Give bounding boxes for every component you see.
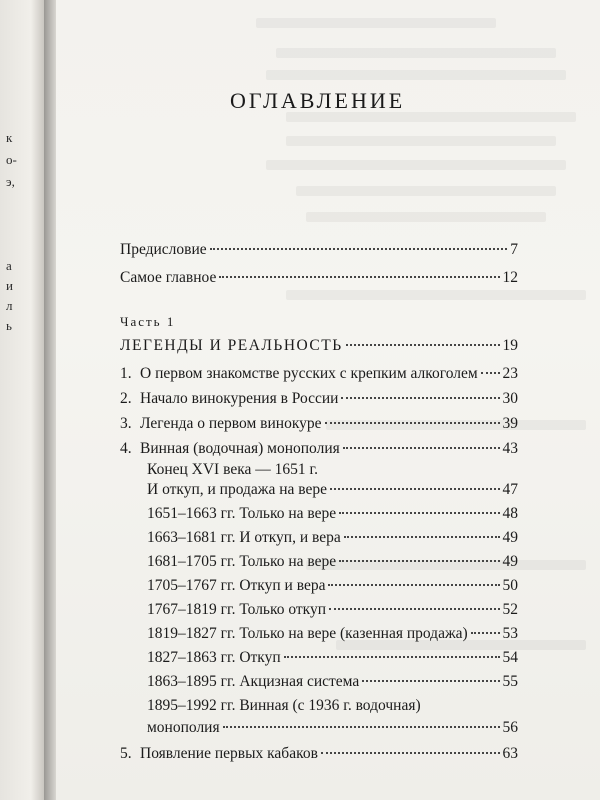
toc-chapter-entry[interactable] <box>120 389 518 409</box>
entry-label: монополия <box>147 719 220 736</box>
toc-chapter-entry[interactable] <box>120 439 518 459</box>
entry-label: О первом знакомстве русских с крепким алкоголем <box>140 365 478 382</box>
page-number: 53 <box>502 625 518 642</box>
toc-subsection-entry[interactable] <box>147 648 518 668</box>
page-number: 23 <box>502 365 518 382</box>
entry-label: 1827–1863 гг. Откуп <box>147 649 281 666</box>
toc-subsection-entry[interactable] <box>147 718 518 738</box>
toc-part-entry[interactable] <box>120 336 518 356</box>
page-number: 49 <box>502 553 518 570</box>
left-page-fragment: а <box>6 258 12 273</box>
dot-leader <box>329 608 499 610</box>
dot-leader <box>284 656 500 658</box>
chapter-number: 2. <box>120 390 132 407</box>
chapter-number: 3. <box>120 415 132 432</box>
toc-entry[interactable] <box>120 240 518 260</box>
page-number: 47 <box>502 481 518 498</box>
dot-leader <box>344 536 500 538</box>
toc-subsection-entry[interactable] <box>147 552 518 572</box>
page-number: 55 <box>502 673 518 690</box>
book-gutter <box>44 0 56 800</box>
dot-leader <box>343 447 500 449</box>
dot-leader <box>481 372 500 374</box>
subsection-heading: 1895–1992 гг. Винная (с 1936 г. водочная) <box>147 697 421 714</box>
toc-entry[interactable] <box>120 268 518 288</box>
entry-label: Начало винокурения в России <box>140 390 339 407</box>
page-number: 12 <box>502 269 518 286</box>
entry-label: 1863–1895 гг. Акцизная система <box>147 673 360 690</box>
entry-label: Предисловие <box>120 241 207 258</box>
page-number: 50 <box>502 577 518 594</box>
entry-label: 1767–1819 гг. Только откуп <box>147 601 327 618</box>
toc-subsection-entry[interactable] <box>147 504 518 524</box>
entry-label: 1663–1681 гг. И откуп, и вера <box>147 529 341 546</box>
entry-label: Появление первых кабаков <box>140 745 318 762</box>
dot-leader <box>346 344 500 346</box>
entry-label: Легенда о первом винокуре <box>140 415 322 432</box>
page-number: 49 <box>502 529 518 546</box>
entry-label: И откуп, и продажа на вере <box>147 481 328 498</box>
dot-leader <box>325 422 500 424</box>
page-number: 39 <box>502 415 518 432</box>
page-number: 19 <box>502 337 518 354</box>
entry-label: Винная (водочная) монополия <box>140 440 340 457</box>
dot-leader <box>471 632 500 634</box>
toc-subsection-entry[interactable] <box>147 576 518 596</box>
part-title: ЛЕГЕНДЫ И РЕАЛЬНОСТЬ <box>120 337 343 354</box>
page-number: 56 <box>502 719 518 736</box>
left-page-fragment: и <box>6 278 13 293</box>
dot-leader <box>341 397 499 399</box>
dot-leader <box>223 726 500 728</box>
chapter-number: 4. <box>120 440 132 457</box>
left-page-fragment: к <box>6 130 13 145</box>
page-number: 63 <box>502 745 518 762</box>
left-page-fragment: о- <box>6 152 17 167</box>
dot-leader <box>210 248 508 250</box>
page-number: 54 <box>502 649 518 666</box>
entry-label: 1705–1767 гг. Откуп и вера <box>147 577 326 594</box>
chapter-number: 1. <box>120 365 132 382</box>
dot-leader <box>328 584 499 586</box>
toc-chapter-entry[interactable] <box>120 744 518 764</box>
page-number: 48 <box>502 505 518 522</box>
toc-subsection-entry[interactable] <box>147 600 518 620</box>
entry-label: 1681–1705 гг. Только на вере <box>147 553 337 570</box>
chapter-number: 5. <box>120 745 132 762</box>
toc-subsection-entry[interactable] <box>147 528 518 548</box>
left-page-edge <box>0 0 44 800</box>
entry-label: 1651–1663 гг. Только на вере <box>147 505 337 522</box>
toc-page <box>56 0 600 800</box>
left-page-fragment: л <box>6 298 13 313</box>
toc-chapter-entry[interactable] <box>120 414 518 434</box>
toc-subsection-entry[interactable] <box>147 672 518 692</box>
part-label: Часть 1 <box>120 314 176 329</box>
toc-subsection-entry[interactable] <box>147 480 518 500</box>
dot-leader <box>330 488 499 490</box>
page-number: 7 <box>510 241 518 258</box>
dot-leader <box>339 512 499 514</box>
page-number: 52 <box>502 601 518 618</box>
page-number: 43 <box>502 440 518 457</box>
left-page-fragment: ь <box>6 318 12 333</box>
dot-leader <box>321 752 500 754</box>
page-number: 30 <box>502 390 518 407</box>
toc-heading: ОГЛАВЛЕНИЕ <box>230 88 406 113</box>
dot-leader <box>219 276 499 278</box>
entry-label: Самое главное <box>120 269 217 286</box>
toc-subsection-entry[interactable] <box>147 624 518 644</box>
dot-leader <box>339 560 499 562</box>
entry-label: 1819–1827 гг. Только на вере (казенная продажа) <box>147 625 468 642</box>
dot-leader <box>362 680 499 682</box>
left-page-fragment: э, <box>6 174 15 189</box>
toc-chapter-entry[interactable] <box>120 364 518 384</box>
subsection-heading: Конец XVI века — 1651 г. <box>147 461 318 478</box>
